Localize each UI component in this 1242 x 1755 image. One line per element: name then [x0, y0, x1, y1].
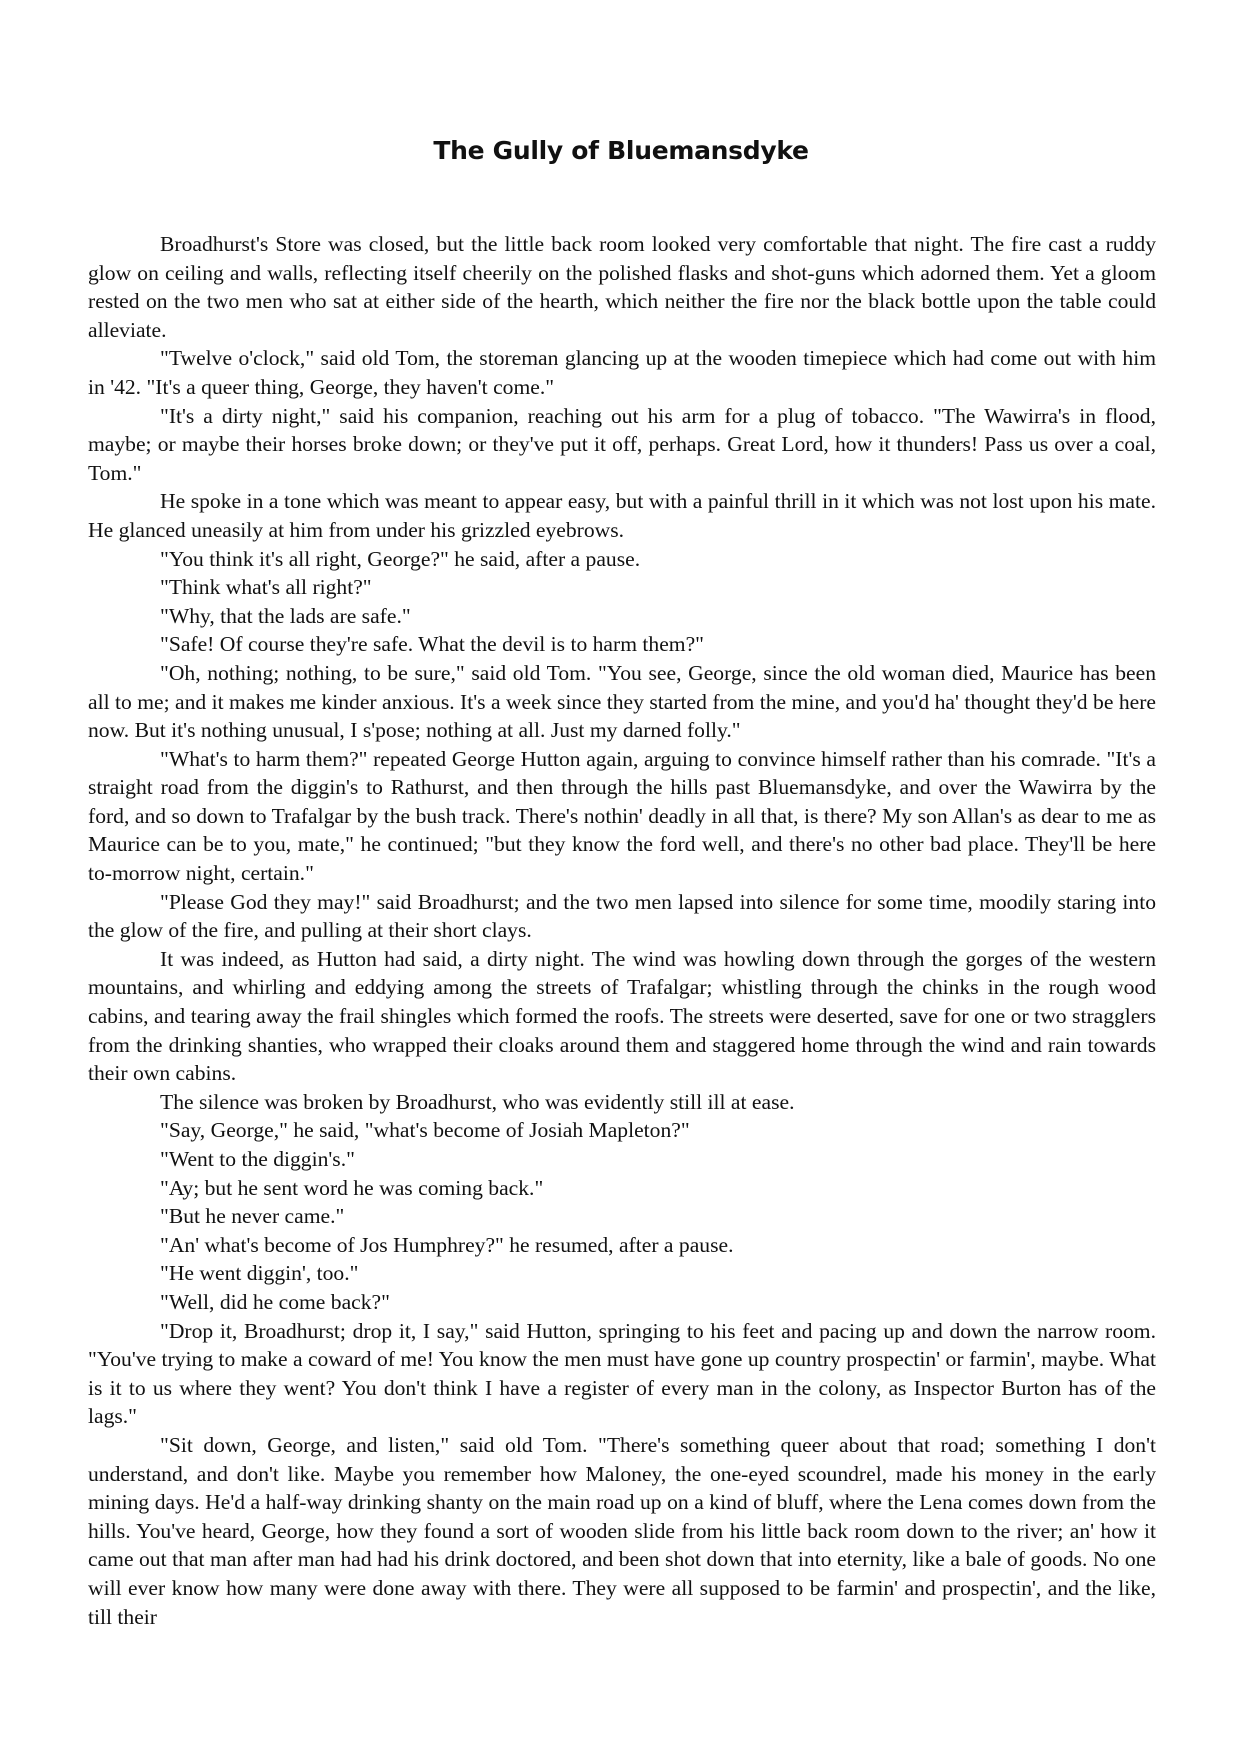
paragraph: "Sit down, George, and listen," said old Tom. "There's something queer about that road; something I don't understand, and don't like. Maybe you remember how Maloney, the one-eyed scoundrel, made his money in the early mining days. He'd a half-way drinking shanty on the main road up on a kind of bluff, where the Lena comes down from the hills. You've heard, George, how they found a sort of wooden slide from his little back room down to the river; an' how it came out that man after man had had his drink doctored, and been shot down that into eternity, like a bale of goods. No one will ever know how many were done away with there. They were all supposed to be farmin' and prospectin', and the like, till their [88, 1432, 1156, 1629]
paragraph: "It's a dirty night," said his companion, reaching out his arm for a plug of tobacco. "The Wawirra's in flood, maybe; or maybe their horses broke down; or they've put it off, perhaps. Great Lord, how it thunders! Pass us over a coal, Tom." [88, 403, 1156, 485]
paragraph: "Well, did he come back?" [160, 1289, 390, 1314]
paragraph: "Oh, nothing; nothing, to be sure," said old Tom. "You see, George, since the old woman died, Maurice has been all to me; and it makes me kinder anxious. It's a week since they started from the mine, and you'd ha' thought they'd be here now. But it's nothing unusual, I s'pose; nothing at all. Just my darned folly." [88, 660, 1156, 743]
paragraph: "But he never came." [160, 1204, 345, 1229]
paragraph: "Went to the diggin's." [160, 1147, 355, 1171]
paragraph: "An' what's become of Jos Humphrey?" he resumed, after a pause. [160, 1232, 734, 1257]
paragraph: "You think it's all right, George?" he said, after a pause. [160, 546, 641, 571]
paragraph: "Safe! Of course they're safe. What the devil is to harm them?" [160, 632, 704, 657]
paragraph: "What's to harm them?" repeated George Hutton again, arguing to convince himself rather than his comrade. "It's a straight road from the diggin's to Rathurst, and then through the hills past Bluemansdyke, and over the Wawirra by the ford, and so down to Trafalgar by the bush track. There's nothin' deadly in all that, is there? My son Allan's as dear to me as Maurice can be to you, mate," he continued; "but they know the ford well, and there's no other bad place. They'll be here to-morrow night, certain." [88, 746, 1156, 886]
paragraph: "Please God they may!" said Broadhurst; and the two men lapsed into silence for some time, moodily staring into the glow of the fire, and pulling at their short clays. [88, 889, 1156, 943]
page-title: The Gully of Bluemansdyke [433, 136, 809, 165]
paragraph: "Why, that the lads are safe." [160, 603, 411, 628]
paragraph: "Twelve o'clock," said old Tom, the storeman glancing up at the wooden timepiece which had come out with him in '42. "It's a queer thing, George, they haven't come." [88, 346, 1156, 399]
paragraph: It was indeed, as Hutton had said, a dirty night. The wind was howling down through the gorges of the western mountains, and whirling and eddying among the streets of Trafalgar; whistling through the chinks in the rough wood cabins, and tearing away the frail shingles which formed the roofs. The streets were deserted, save for one or two stragglers from the drinking shanties, who wrapped their cloaks around them and staggered home through the wind and rain towards their own cabins. [88, 946, 1156, 1086]
paragraph: "Say, George," he said, "what's become of Josiah Mapleton?" [160, 1118, 690, 1143]
paragraph: "Think what's all right?" [160, 575, 372, 600]
paragraph: "Drop it, Broadhurst; drop it, I say," said Hutton, springing to his feet and pacing up and down the narrow room. "You've trying to make a coward of me! You know the men must have gone up country prospectin' or farmin', maybe. What is it to us where they went? You don't think I have a register of every man in the colony, as Inspector Burton has of the lags." [88, 1318, 1156, 1429]
paragraph: "He went diggin', too." [160, 1261, 359, 1286]
paragraph: "Ay; but he sent word he was coming back." [160, 1175, 544, 1200]
paragraph: Broadhurst's Store was closed, but the little back room looked very comfortable that night. The fire cast a ruddy glow on ceiling and walls, reflecting itself cheerily on the polished flasks and shot-guns which adorned them. Yet a gloom rested on the two men who sat at either side of the hearth, which neither the fire nor the black bottle upon the table could alleviate. [88, 232, 1156, 342]
paragraph: He spoke in a tone which was meant to appear easy, but with a painful thrill in it which was not lost upon his mate. He glanced uneasily at him from under his grizzled eyebrows. [88, 489, 1156, 542]
paragraph: The silence was broken by Broadhurst, who was evidently still ill at ease. [160, 1089, 795, 1114]
story-body [88, 230, 1156, 1631]
